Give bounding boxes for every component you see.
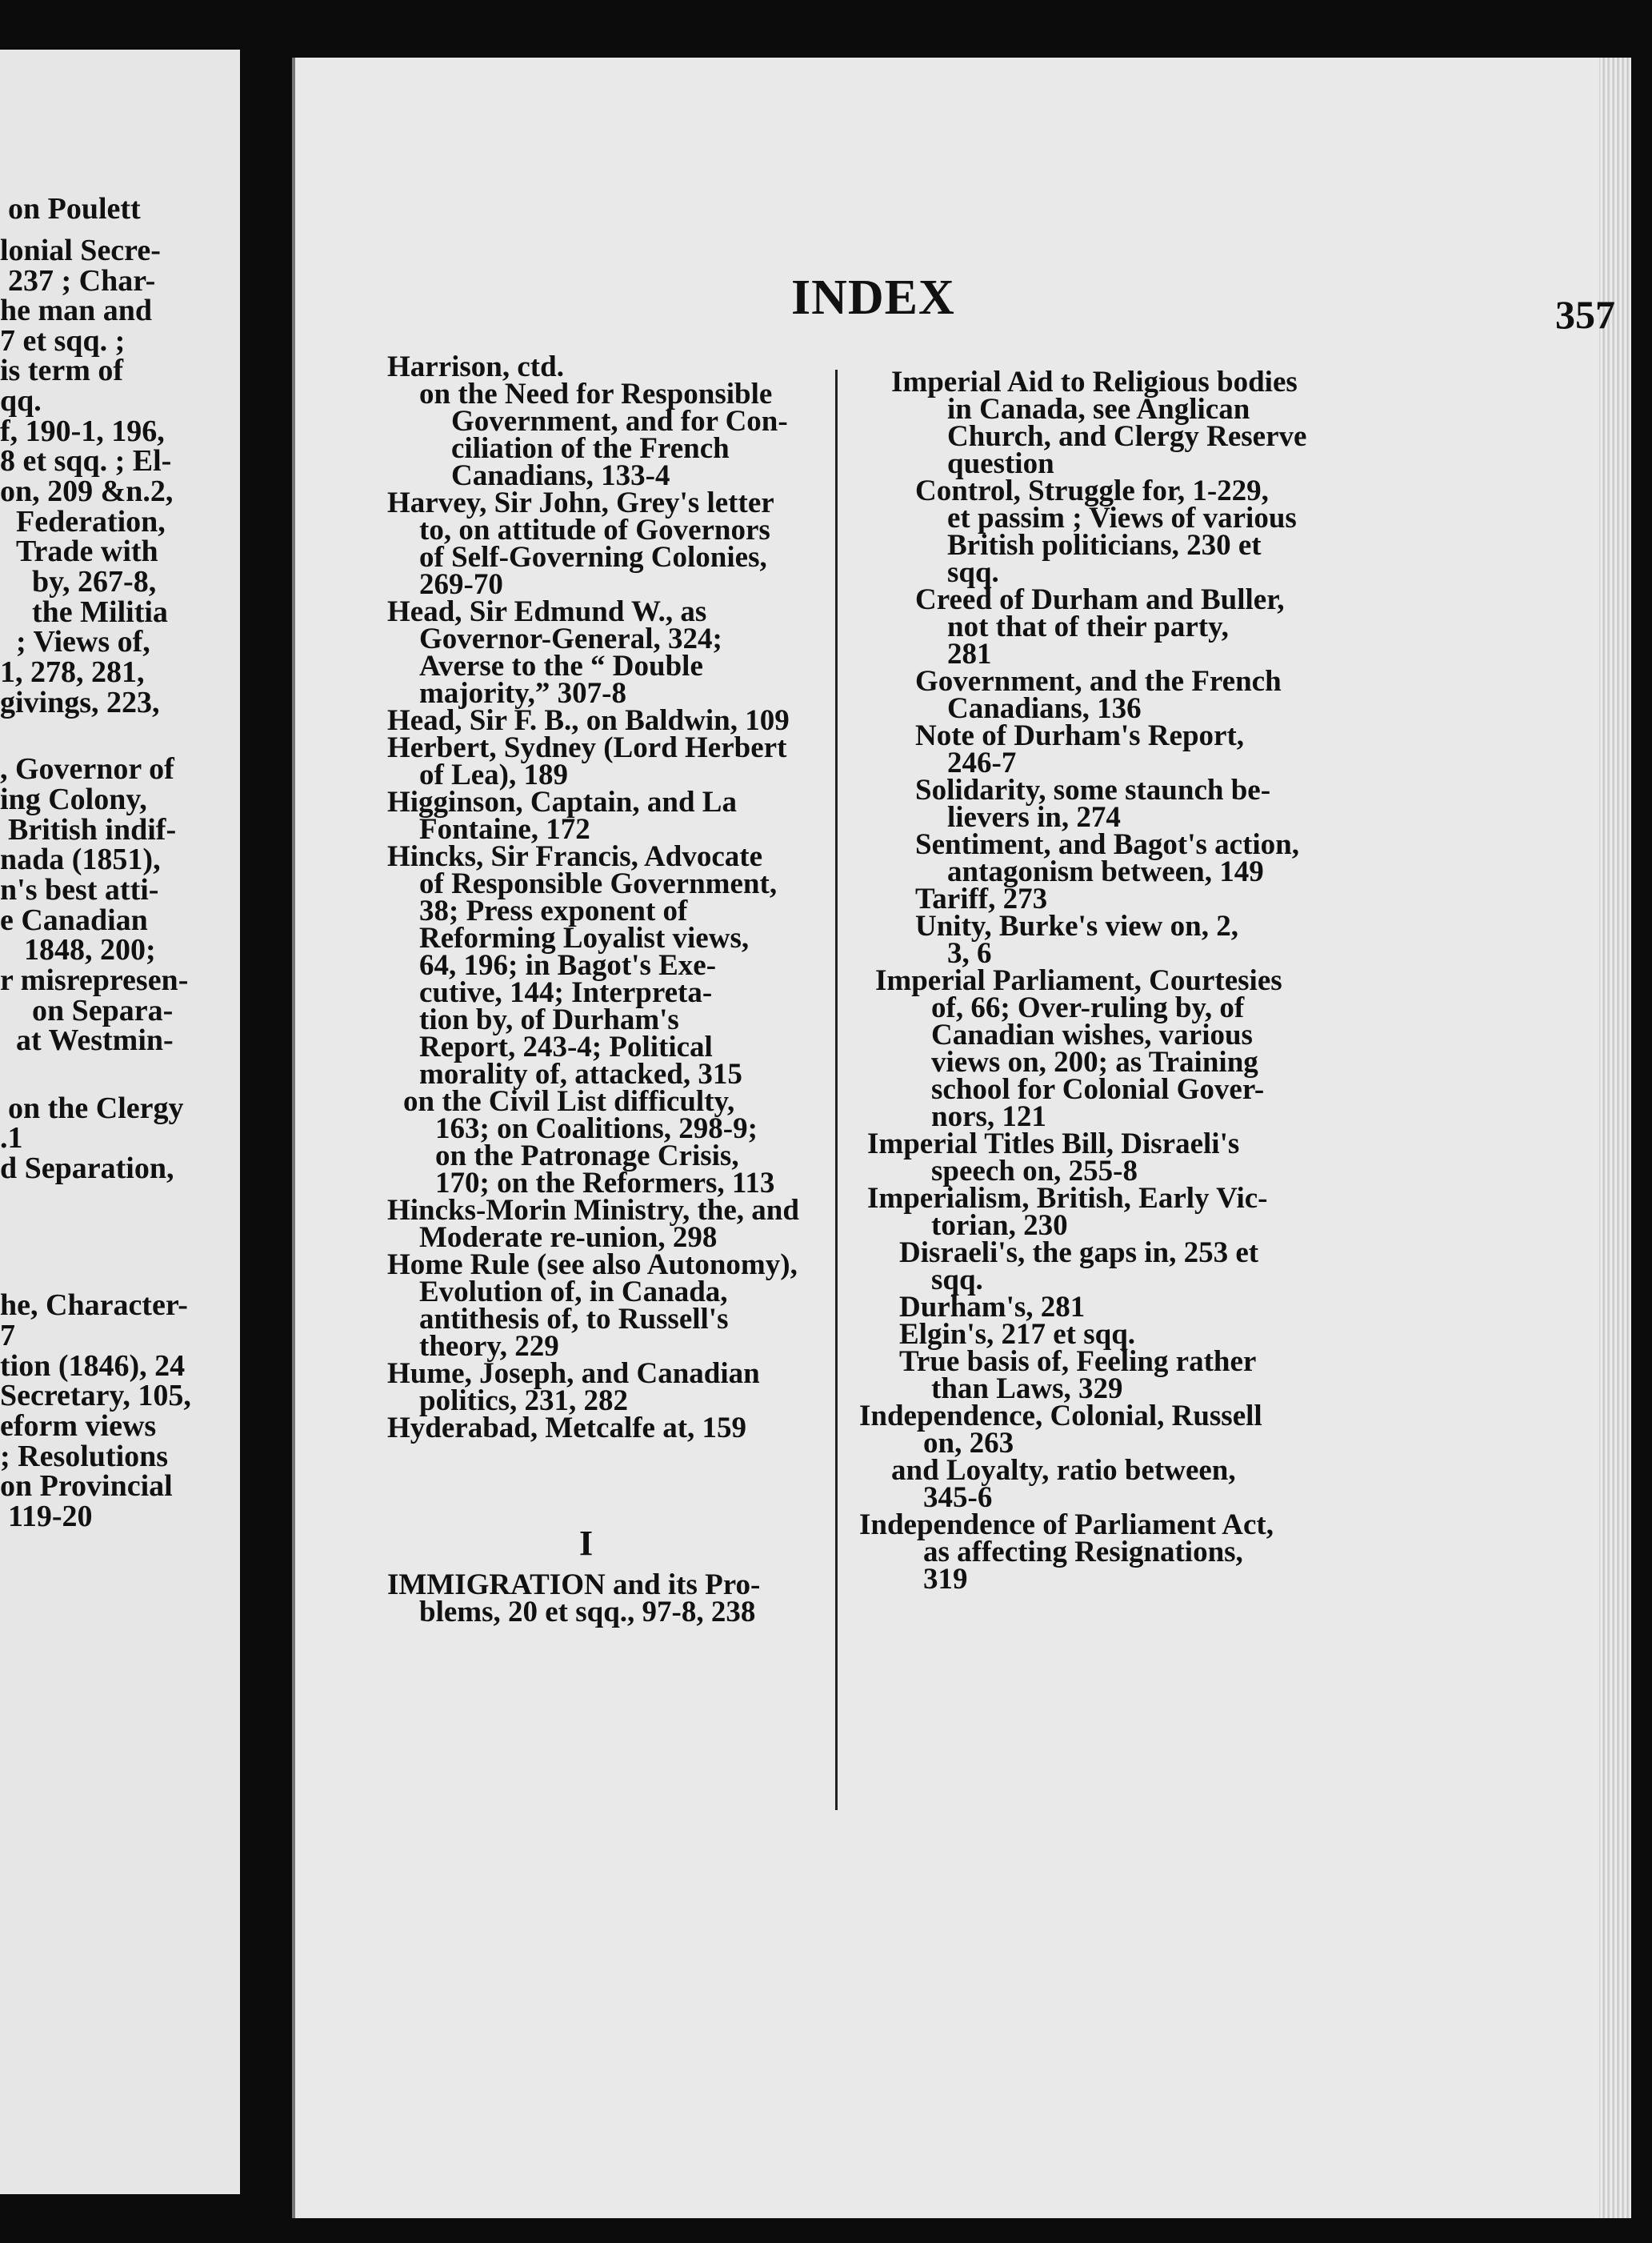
left-page-line: on Poulett: [8, 192, 141, 226]
left-page-line: d Separation,: [0, 1152, 174, 1185]
left-page-line: givings, 223,: [0, 686, 160, 719]
index-entry-line: Government, and for Con-: [451, 405, 788, 438]
index-entry-line: Moderate re-union, 298: [419, 1221, 718, 1254]
left-page-line: eform views: [0, 1409, 157, 1443]
index-entry-line: not that of their party,: [947, 611, 1229, 643]
left-page-line: tion (1846), 24: [0, 1349, 186, 1383]
index-entry-line: theory, 229: [419, 1330, 559, 1363]
left-page-line: .1: [0, 1121, 23, 1155]
left-page-line: on the Clergy: [8, 1091, 184, 1125]
index-entry-line: majority,” 307-8: [419, 677, 626, 710]
index-entry-line: Elgin's, 217 et sqq.: [899, 1318, 1136, 1351]
left-page-line: at Westmin-: [16, 1023, 174, 1057]
index-entry-line: Evolution of, in Canada,: [419, 1276, 728, 1308]
index-entry-line: views on, 200; as Training: [931, 1046, 1258, 1079]
left-page-line: r misrepresen-: [0, 963, 189, 997]
index-entry-line: nors, 121: [931, 1100, 1046, 1133]
index-entry-line: on the Civil List difficulty,: [403, 1085, 735, 1118]
index-entry-line: IMMIGRATION and its Pro-: [387, 1568, 761, 1601]
index-entry-line: Creed of Durham and Buller,: [915, 583, 1285, 616]
index-entry-line: Home Rule (see also Autonomy),: [387, 1248, 798, 1281]
left-page-line: on Provincial: [0, 1469, 173, 1503]
index-entry-line: of Responsible Government,: [419, 867, 778, 900]
left-page-line: 1, 278, 281,: [0, 655, 145, 689]
index-entry-line: Sentiment, and Bagot's action,: [915, 828, 1300, 861]
left-page-line: Trade with: [16, 535, 158, 568]
index-entry-line: morality of, attacked, 315: [419, 1058, 742, 1091]
index-entry-line: Higginson, Captain, and La: [387, 786, 737, 819]
index-title: INDEX: [791, 270, 955, 325]
index-entry-line: Fontaine, 172: [419, 813, 590, 846]
left-page-line: Federation,: [16, 505, 166, 539]
index-entry-line: Canadian wishes, various: [931, 1019, 1253, 1051]
index-entry-line: Harrison, ctd.: [387, 350, 564, 383]
index-entry-line: 281: [947, 638, 992, 671]
index-entry-line: Averse to the “ Double: [419, 650, 703, 683]
index-entry-line: Head, Sir F. B., on Baldwin, 109: [387, 704, 790, 737]
index-entry-line: of Lea), 189: [419, 759, 568, 791]
index-entry-line: Unity, Burke's view on, 2,: [915, 910, 1238, 943]
index-entry-line: antithesis of, to Russell's: [419, 1303, 729, 1336]
index-entry-line: of, 66; Over-ruling by, of: [931, 991, 1245, 1024]
index-entry-line: Hincks, Sir Francis, Advocate: [387, 840, 763, 873]
index-entry-line: Solidarity, some staunch be-: [915, 774, 1271, 807]
index-entry-line: sqq.: [947, 556, 999, 589]
index-entry-line: cutive, 144; Interpreta-: [419, 976, 713, 1009]
left-page-line: 1848, 200;: [24, 933, 156, 967]
index-entry-line: Imperial Titles Bill, Disraeli's: [867, 1128, 1240, 1160]
index-entry-line: Imperial Parliament, Courtesies: [875, 964, 1282, 997]
index-entry-line: 163; on Coalitions, 298-9;: [435, 1112, 758, 1145]
left-page-line: ; Views of,: [16, 625, 150, 659]
left-page-line: 119-20: [8, 1500, 93, 1533]
index-entry-line: True basis of, Feeling rather: [899, 1345, 1257, 1378]
index-entry-line: Canadians, 133-4: [451, 459, 670, 492]
index-entry-line: torian, 230: [931, 1209, 1068, 1242]
index-entry-line: 64, 196; in Bagot's Exe-: [419, 949, 717, 982]
column-divider: [835, 370, 838, 1810]
left-page-line: f, 190-1, 196,: [0, 415, 165, 448]
page-number: 357: [1555, 292, 1615, 337]
left-page-line: the Militia: [32, 595, 168, 629]
index-entry-line: on the Need for Responsible: [419, 378, 773, 411]
index-entry-line: lievers in, 274: [947, 801, 1121, 834]
index-entry-line: to, on attitude of Governors: [419, 514, 770, 547]
index-entry-line: school for Colonial Gover-: [931, 1073, 1265, 1106]
left-page-line: he man and: [0, 294, 153, 327]
index-entry-line: Canadians, 136: [947, 692, 1142, 725]
index-entry-line: blems, 20 et sqq., 97-8, 238: [419, 1596, 756, 1628]
index-entry-line: Disraeli's, the gaps in, 253 et: [899, 1236, 1259, 1269]
index-entry-line: politics, 231, 282: [419, 1384, 629, 1417]
left-page-line: , Governor of: [0, 752, 174, 786]
left-page-line: ing Colony,: [0, 783, 147, 816]
page-edge: [1599, 58, 1631, 2218]
index-entry-line: Independence of Parliament Act,: [859, 1508, 1274, 1541]
left-page-line: on Separa-: [32, 994, 174, 1027]
left-page-line: 7: [0, 1319, 15, 1352]
left-page-line: he, Character-: [0, 1288, 188, 1322]
index-entry-line: than Laws, 329: [931, 1372, 1123, 1405]
left-page-line: nada (1851),: [0, 843, 161, 876]
index-entry-line: Head, Sir Edmund W., as: [387, 595, 707, 628]
left-page-line: Secretary, 105,: [0, 1379, 191, 1412]
left-page-line: qq.: [0, 384, 42, 418]
index-entry-line: of Self-Governing Colonies,: [419, 541, 767, 574]
index-entry-line: tion by, of Durham's: [419, 1003, 679, 1036]
left-page-line: 7 et sqq. ;: [0, 324, 126, 358]
index-entry-line: 38; Press exponent of: [419, 895, 688, 927]
index-entry-line: question: [947, 447, 1054, 480]
left-page-line: by, 267-8,: [32, 565, 157, 599]
index-entry-line: antagonism between, 149: [947, 855, 1264, 888]
index-entry-line: Hume, Joseph, and Canadian: [387, 1357, 760, 1390]
index-entry-line: Government, and the French: [915, 665, 1282, 698]
left-page-line: 237 ; Char-: [8, 264, 156, 298]
left-page-line: n's best atti-: [0, 873, 159, 907]
left-page-line: lonial Secre-: [0, 234, 161, 267]
index-entry-line: Harvey, Sir John, Grey's letter: [387, 487, 774, 519]
index-entry-line: Hincks-Morin Ministry, the, and: [387, 1194, 799, 1227]
left-page-line: 8 et sqq. ; El-: [0, 444, 172, 478]
right-page: [292, 58, 1631, 2218]
index-entry-line: British politicians, 230 et: [947, 529, 1262, 562]
index-entry-line: Independence, Colonial, Russell: [859, 1400, 1262, 1432]
left-page-line: is term of: [0, 354, 124, 387]
index-entry-line: ciliation of the French: [451, 432, 730, 465]
index-entry-line: 345-6: [923, 1481, 993, 1514]
left-page-line: ; Resolutions: [0, 1440, 169, 1473]
index-entry-line: Imperialism, British, Early Vic-: [867, 1182, 1268, 1215]
index-entry-line: 170; on the Reformers, 113: [435, 1167, 775, 1200]
index-entry-line: and Loyalty, ratio between,: [891, 1454, 1236, 1487]
index-entry-line: 269-70: [419, 568, 503, 601]
left-page-line: on, 209 &n.2,: [0, 475, 174, 508]
left-page-line: British indif-: [8, 813, 177, 847]
index-entry-line: Note of Durham's Report,: [915, 719, 1245, 752]
index-entry-line: 246-7: [947, 747, 1017, 779]
index-entry-line: Church, and Clergy Reserve: [947, 420, 1307, 453]
index-entry-line: Governor-General, 324;: [419, 623, 722, 655]
index-entry-line: Tariff, 273: [915, 883, 1048, 915]
index-entry-line: speech on, 255-8: [931, 1155, 1138, 1188]
section-letter: I: [579, 1524, 594, 1563]
index-entry-line: Imperial Aid to Religious bodies: [891, 366, 1298, 399]
index-entry-line: Herbert, Sydney (Lord Herbert: [387, 731, 787, 764]
index-entry-line: Control, Struggle for, 1-229,: [915, 475, 1269, 507]
index-entry-line: Hyderabad, Metcalfe at, 159: [387, 1412, 747, 1444]
index-entry-line: sqq.: [931, 1264, 983, 1296]
index-entry-line: 319: [923, 1563, 968, 1596]
index-entry-line: on, 263: [923, 1427, 1014, 1460]
index-entry-line: as affecting Resignations,: [923, 1536, 1243, 1568]
index-entry-line: Durham's, 281: [899, 1291, 1086, 1324]
index-entry-line: 3, 6: [947, 937, 992, 970]
index-entry-line: et passim ; Views of various: [947, 502, 1297, 535]
index-entry-line: Report, 243-4; Political: [419, 1031, 713, 1063]
index-entry-line: on the Patronage Crisis,: [435, 1140, 739, 1172]
left-page: [0, 50, 240, 2194]
index-entry-line: Reforming Loyalist views,: [419, 922, 750, 955]
left-page-line: e Canadian: [0, 903, 148, 937]
index-entry-line: in Canada, see Anglican: [947, 393, 1250, 426]
